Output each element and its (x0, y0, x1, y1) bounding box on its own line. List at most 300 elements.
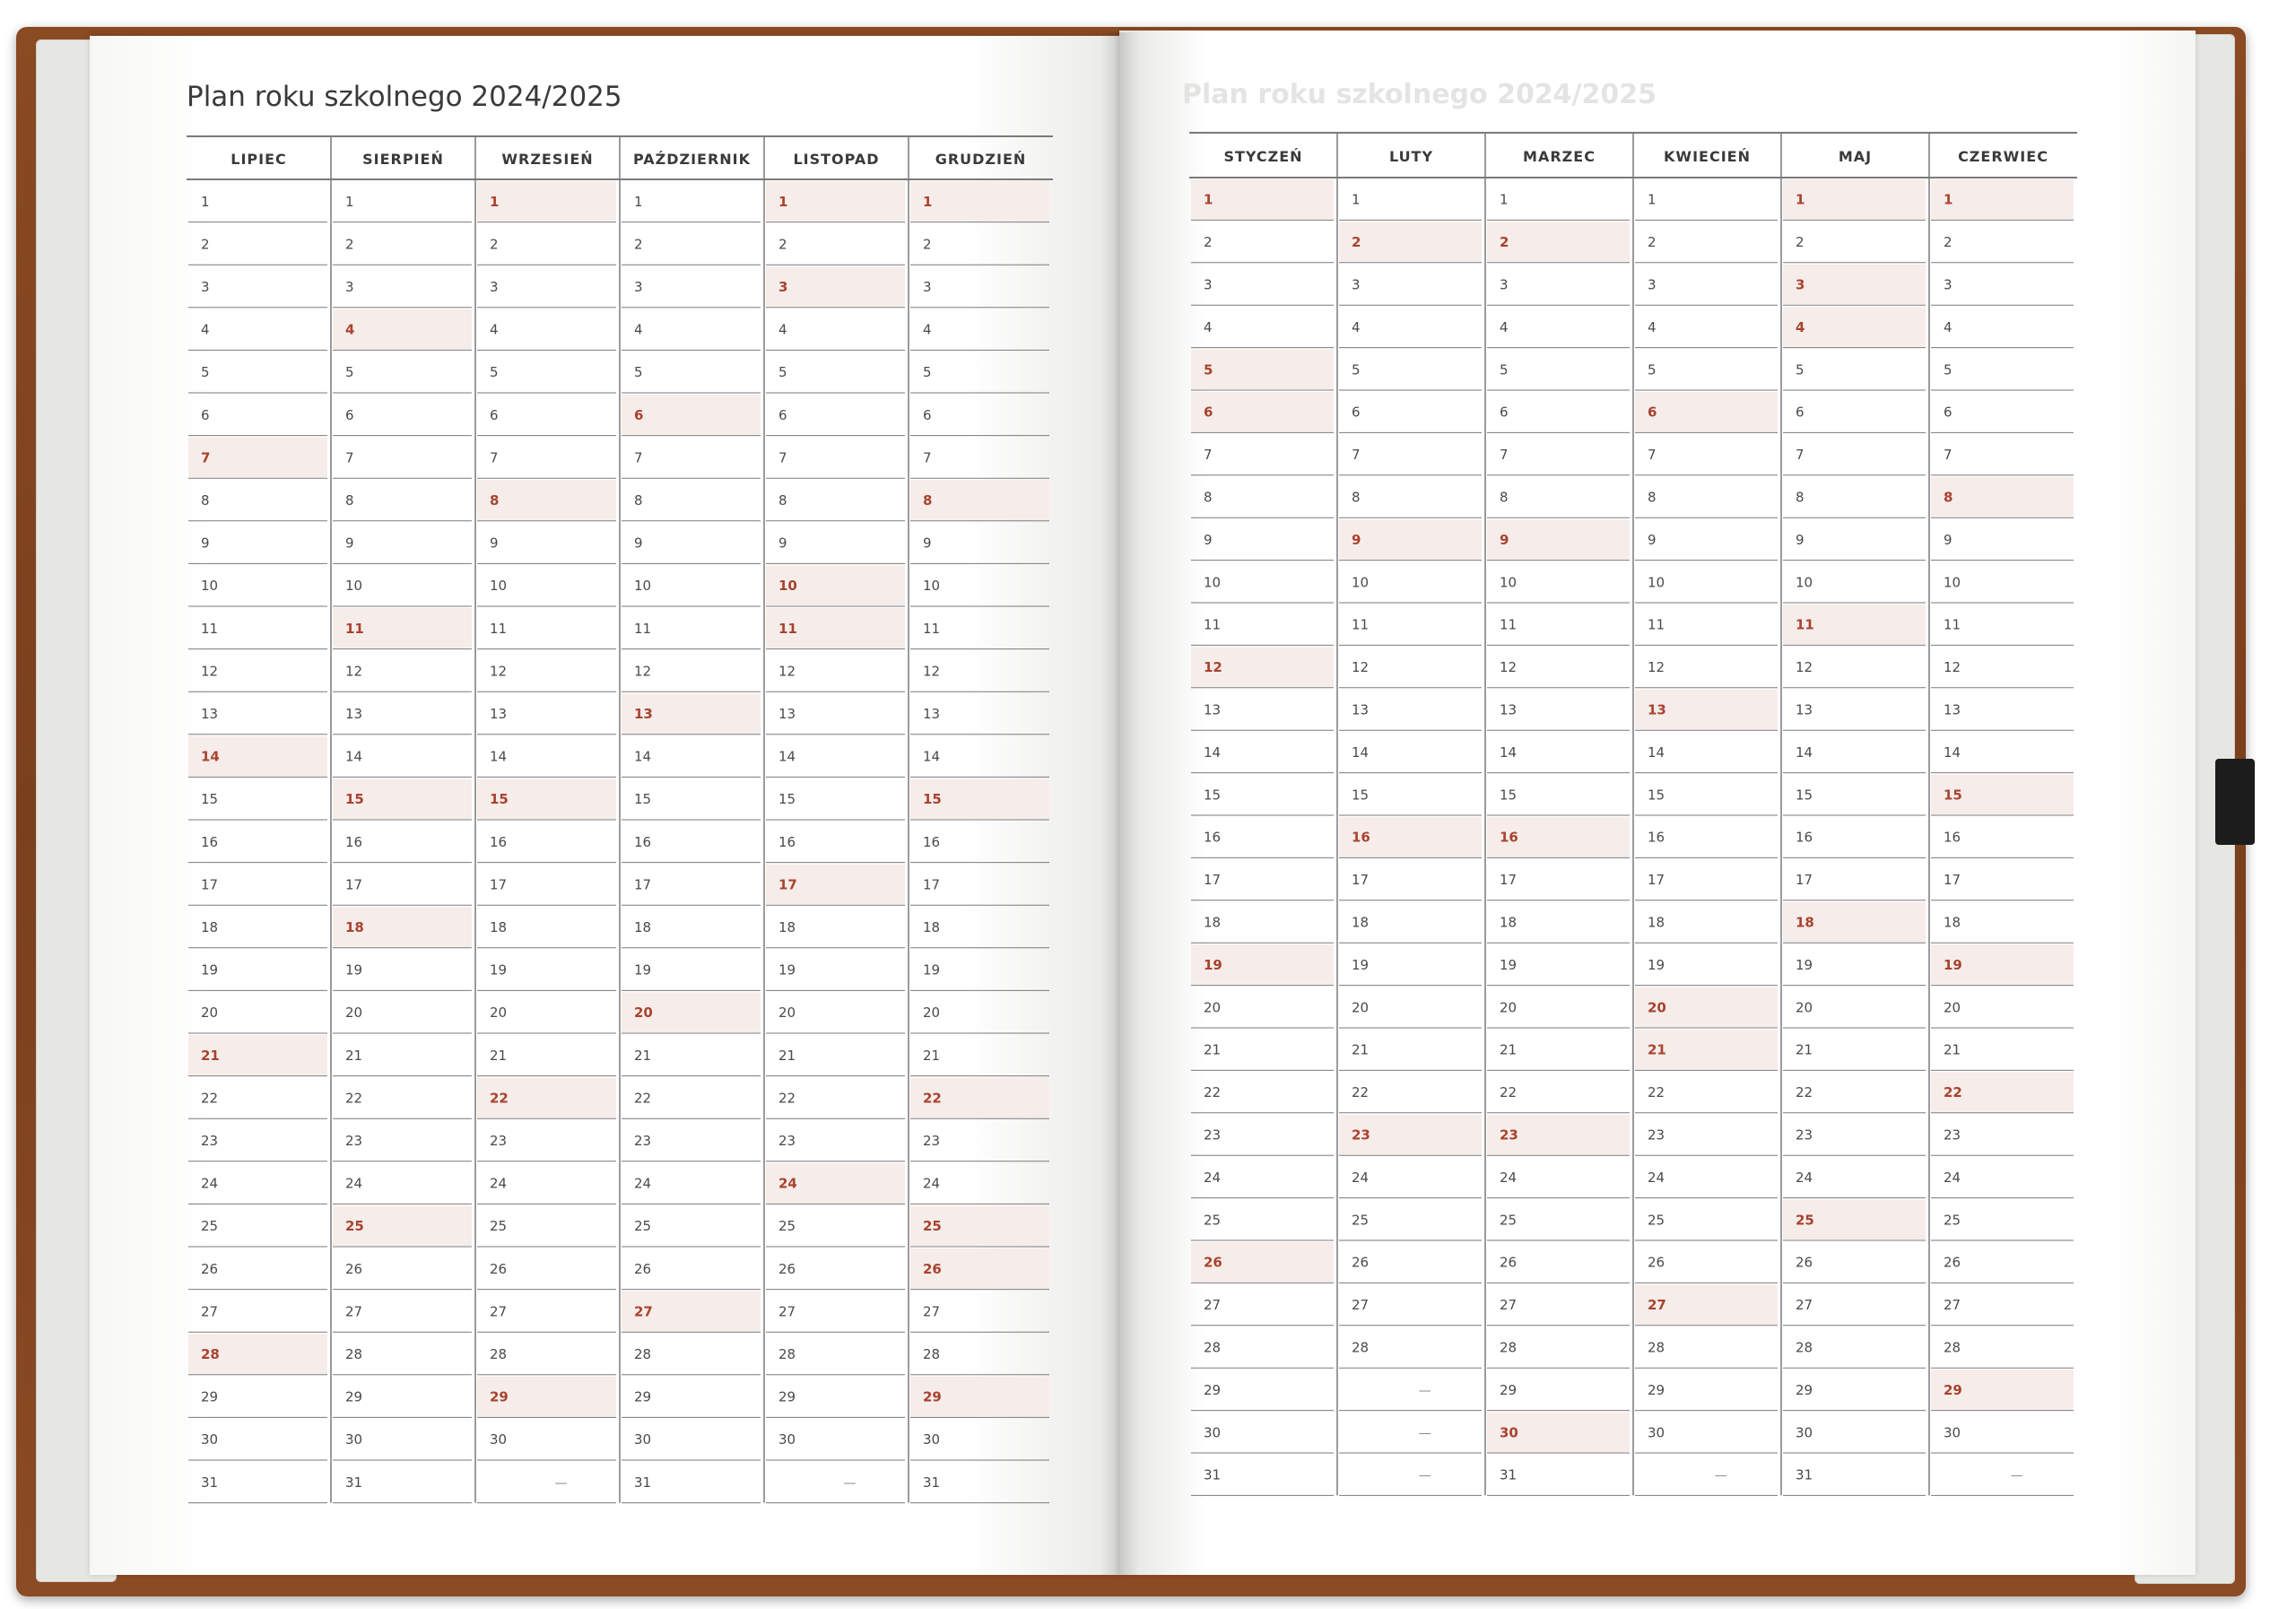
day-number-styczeń-29: 29 (1204, 1381, 1222, 1398)
day-number-czerwiec-17: 17 (1944, 872, 1961, 889)
day-number-czerwiec-24: 24 (1944, 1169, 1961, 1186)
day-number-grudzień-10: 10 (923, 578, 941, 595)
day-number-grudzień-7: 7 (923, 449, 932, 466)
day-number-listopad-6: 6 (778, 406, 787, 423)
day-number-marzec-10: 10 (1500, 574, 1518, 591)
day-number-listopad-8: 8 (778, 492, 787, 509)
day-number-styczeń-7: 7 (1204, 447, 1213, 464)
day-number-kwiecień-18: 18 (1648, 914, 1665, 931)
day-number-maj-16: 16 (1796, 829, 1813, 846)
day-number-grudzień-18: 18 (923, 919, 941, 935)
day-number-kwiecień-15: 15 (1648, 787, 1665, 804)
day-number-maj-15: 15 (1796, 787, 1813, 804)
day-number-lipiec-30: 30 (201, 1431, 219, 1448)
day-number-sierpień-1: 1 (345, 193, 354, 210)
day-number-luty-12: 12 (1352, 659, 1370, 676)
day-number-maj-17: 17 (1796, 872, 1813, 889)
day-number-styczeń-17: 17 (1204, 872, 1222, 889)
day-number-luty-2: 2 (1352, 234, 1361, 251)
day-number-grudzień-5: 5 (923, 364, 932, 381)
day-number-listopad-19: 19 (778, 961, 796, 978)
day-number-październik-26: 26 (634, 1260, 652, 1277)
day-number-kwiecień-7: 7 (1648, 447, 1657, 464)
day-number-lipiec-18: 18 (201, 919, 219, 935)
day-number-październik-23: 23 (634, 1133, 652, 1149)
month-header-czerwiec: CZERWIEC (1958, 148, 2048, 165)
day-number-luty-26: 26 (1352, 1254, 1370, 1271)
day-number-listopad-11: 11 (778, 620, 797, 637)
day-number-sierpień-6: 6 (345, 406, 354, 423)
day-number-lipiec-4: 4 (201, 321, 210, 338)
day-number-lipiec-26: 26 (201, 1260, 219, 1277)
day-number-czerwiec-7: 7 (1944, 447, 1952, 464)
day-number-marzec-9: 9 (1500, 531, 1509, 548)
day-number-październik-29: 29 (634, 1388, 652, 1405)
day-number-marzec-14: 14 (1500, 744, 1518, 761)
day-number-grudzień-19: 19 (923, 961, 941, 978)
day-number-kwiecień-6: 6 (1648, 404, 1657, 421)
day-number-grudzień-8: 8 (923, 492, 933, 509)
day-number-lipiec-2: 2 (201, 236, 210, 253)
day-number-kwiecień-23: 23 (1648, 1126, 1665, 1144)
day-number-czerwiec-26: 26 (1944, 1254, 1961, 1271)
day-number-lipiec-21: 21 (201, 1047, 220, 1064)
day-number-sierpień-22: 22 (345, 1090, 363, 1107)
day-number-lipiec-8: 8 (201, 492, 210, 509)
day-number-listopad-18: 18 (778, 919, 796, 935)
day-number-wrzesień-20: 20 (490, 1005, 508, 1022)
day-number-sierpień-5: 5 (345, 364, 354, 381)
day-number-grudzień-26: 26 (923, 1260, 942, 1277)
day-number-grudzień-1: 1 (923, 193, 933, 210)
day-number-sierpień-2: 2 (345, 236, 354, 253)
day-number-sierpień-19: 19 (345, 961, 363, 978)
day-number-luty-25: 25 (1352, 1212, 1370, 1229)
day-number-maj-14: 14 (1796, 744, 1813, 761)
day-number-lipiec-28: 28 (201, 1346, 220, 1362)
day-number-marzec-21: 21 (1500, 1041, 1518, 1058)
day-number-wrzesień-1: 1 (490, 193, 500, 210)
day-number-czerwiec-10: 10 (1944, 574, 1961, 591)
day-number-październik-31: 31 (634, 1474, 652, 1491)
day-number-luty-27: 27 (1352, 1297, 1370, 1314)
day-number-maj-19: 19 (1796, 956, 1813, 973)
day-number-maj-4: 4 (1796, 318, 1805, 335)
day-number-marzec-27: 27 (1500, 1297, 1518, 1314)
day-number-maj-12: 12 (1796, 659, 1813, 676)
day-number-kwiecień-17: 17 (1648, 872, 1665, 889)
day-number-październik-27: 27 (634, 1303, 653, 1320)
empty-day-mark-wrzesień-31: — (554, 1475, 568, 1491)
day-number-październik-20: 20 (634, 1005, 653, 1022)
day-number-wrzesień-24: 24 (490, 1175, 508, 1192)
day-number-lipiec-27: 27 (201, 1303, 219, 1320)
empty-day-mark-luty-31: — (1418, 1468, 1431, 1483)
calendar-grid-jan-jun (1189, 133, 2104, 1514)
day-number-sierpień-21: 21 (345, 1047, 363, 1064)
day-number-luty-28: 28 (1352, 1339, 1370, 1356)
day-number-lipiec-25: 25 (201, 1218, 219, 1235)
day-number-luty-4: 4 (1352, 318, 1361, 335)
day-number-wrzesień-30: 30 (490, 1431, 508, 1448)
day-number-marzec-18: 18 (1500, 914, 1518, 931)
day-number-kwiecień-4: 4 (1648, 318, 1657, 335)
day-number-wrzesień-3: 3 (490, 279, 499, 295)
day-number-lipiec-12: 12 (201, 663, 219, 680)
day-number-listopad-1: 1 (778, 193, 788, 210)
day-number-grudzień-9: 9 (923, 535, 932, 552)
day-number-maj-25: 25 (1796, 1212, 1814, 1229)
day-number-sierpień-23: 23 (345, 1133, 363, 1149)
day-number-maj-23: 23 (1796, 1126, 1813, 1144)
day-number-lipiec-1: 1 (201, 193, 210, 210)
day-number-maj-9: 9 (1796, 531, 1805, 548)
day-number-luty-3: 3 (1352, 276, 1361, 293)
day-number-kwiecień-24: 24 (1648, 1169, 1665, 1186)
day-number-grudzień-3: 3 (923, 279, 932, 295)
day-number-wrzesień-13: 13 (490, 706, 508, 722)
day-number-styczeń-3: 3 (1204, 276, 1213, 293)
page-title: Plan roku szkolnego 2024/2025 (187, 81, 622, 113)
day-number-kwiecień-29: 29 (1648, 1381, 1665, 1398)
day-number-październik-14: 14 (634, 748, 652, 765)
day-number-sierpień-31: 31 (345, 1474, 363, 1491)
day-number-październik-24: 24 (634, 1175, 652, 1192)
day-number-czerwiec-4: 4 (1944, 318, 1952, 335)
day-number-czerwiec-1: 1 (1944, 191, 1953, 208)
day-number-sierpień-12: 12 (345, 663, 363, 680)
day-number-wrzesień-11: 11 (490, 620, 508, 637)
day-number-sierpień-25: 25 (345, 1218, 364, 1235)
day-number-październik-3: 3 (634, 279, 643, 295)
day-number-luty-21: 21 (1352, 1041, 1370, 1058)
day-number-czerwiec-29: 29 (1944, 1381, 1962, 1398)
day-number-sierpień-24: 24 (345, 1175, 363, 1192)
day-number-kwiecień-2: 2 (1648, 234, 1657, 251)
day-number-sierpień-18: 18 (345, 919, 364, 935)
day-number-marzec-31: 31 (1500, 1466, 1518, 1483)
day-number-czerwiec-2: 2 (1944, 234, 1952, 251)
day-number-kwiecień-11: 11 (1648, 616, 1665, 633)
day-number-marzec-29: 29 (1500, 1381, 1518, 1398)
day-number-lipiec-5: 5 (201, 364, 210, 381)
day-number-październik-25: 25 (634, 1218, 652, 1235)
bookmark-tab[interactable] (2215, 759, 2255, 845)
day-number-maj-1: 1 (1796, 191, 1805, 208)
day-number-listopad-17: 17 (778, 876, 797, 893)
day-number-lipiec-3: 3 (201, 279, 210, 295)
day-number-listopad-9: 9 (778, 535, 787, 552)
day-number-październik-30: 30 (634, 1431, 652, 1448)
day-number-kwiecień-25: 25 (1648, 1212, 1665, 1229)
day-number-kwiecień-5: 5 (1648, 361, 1657, 378)
day-number-październik-5: 5 (634, 364, 643, 381)
day-number-luty-20: 20 (1352, 999, 1370, 1016)
day-number-styczeń-24: 24 (1204, 1169, 1222, 1186)
day-number-grudzień-29: 29 (923, 1388, 942, 1405)
day-number-listopad-20: 20 (778, 1005, 796, 1022)
day-number-listopad-25: 25 (778, 1218, 796, 1235)
day-number-wrzesień-15: 15 (490, 791, 509, 808)
day-number-kwiecień-3: 3 (1648, 276, 1657, 293)
day-number-styczeń-10: 10 (1204, 574, 1222, 591)
day-number-marzec-6: 6 (1500, 404, 1509, 421)
day-number-kwiecień-12: 12 (1648, 659, 1665, 676)
day-number-styczeń-27: 27 (1204, 1297, 1222, 1314)
day-number-wrzesień-6: 6 (490, 406, 499, 423)
day-number-marzec-12: 12 (1500, 659, 1518, 676)
day-number-styczeń-21: 21 (1204, 1041, 1222, 1058)
day-number-maj-5: 5 (1796, 361, 1805, 378)
day-number-kwiecień-26: 26 (1648, 1254, 1665, 1271)
day-number-luty-16: 16 (1352, 829, 1370, 846)
day-number-październik-4: 4 (634, 321, 643, 338)
day-number-luty-23: 23 (1352, 1126, 1370, 1144)
empty-day-mark-kwiecień-31: — (1714, 1468, 1727, 1483)
day-number-luty-8: 8 (1352, 489, 1361, 506)
day-number-lipiec-23: 23 (201, 1133, 219, 1149)
day-number-kwiecień-21: 21 (1648, 1041, 1666, 1058)
day-number-styczeń-25: 25 (1204, 1212, 1222, 1229)
day-number-grudzień-4: 4 (923, 321, 932, 338)
day-number-styczeń-4: 4 (1204, 318, 1213, 335)
day-number-sierpień-20: 20 (345, 1005, 363, 1022)
day-number-styczeń-9: 9 (1204, 531, 1213, 548)
day-number-październik-21: 21 (634, 1047, 652, 1064)
day-number-lipiec-29: 29 (201, 1388, 219, 1405)
day-number-styczeń-30: 30 (1204, 1424, 1222, 1441)
day-number-październik-17: 17 (634, 876, 652, 893)
day-number-sierpień-10: 10 (345, 578, 363, 595)
day-number-maj-24: 24 (1796, 1169, 1813, 1186)
day-number-maj-10: 10 (1796, 574, 1813, 591)
day-number-październik-22: 22 (634, 1090, 652, 1107)
day-number-listopad-22: 22 (778, 1090, 796, 1107)
day-number-listopad-16: 16 (778, 833, 796, 850)
day-number-maj-31: 31 (1796, 1466, 1813, 1483)
day-number-marzec-22: 22 (1500, 1084, 1518, 1101)
day-number-maj-29: 29 (1796, 1381, 1813, 1398)
day-number-maj-13: 13 (1796, 701, 1813, 718)
day-number-czerwiec-19: 19 (1944, 956, 1962, 973)
day-number-listopad-4: 4 (778, 321, 787, 338)
month-header-grudzień: GRUDZIEŃ (935, 151, 1027, 168)
day-number-marzec-5: 5 (1500, 361, 1509, 378)
day-number-październik-18: 18 (634, 919, 652, 935)
day-number-czerwiec-12: 12 (1944, 659, 1961, 676)
day-number-wrzesień-17: 17 (490, 876, 508, 893)
month-header-listopad: LISTOPAD (793, 151, 880, 168)
day-number-grudzień-17: 17 (923, 876, 941, 893)
day-number-sierpień-7: 7 (345, 449, 354, 466)
day-number-sierpień-15: 15 (345, 791, 364, 808)
day-number-czerwiec-5: 5 (1944, 361, 1952, 378)
day-number-maj-27: 27 (1796, 1297, 1813, 1314)
day-number-styczeń-19: 19 (1204, 956, 1222, 973)
day-number-październik-1: 1 (634, 193, 643, 210)
empty-day-mark-czerwiec-31: — (2010, 1468, 2023, 1483)
day-number-lipiec-22: 22 (201, 1090, 219, 1107)
day-number-lipiec-6: 6 (201, 406, 210, 423)
day-number-luty-24: 24 (1352, 1169, 1370, 1186)
day-number-październik-10: 10 (634, 578, 652, 595)
day-number-kwiecień-27: 27 (1648, 1297, 1666, 1314)
day-number-marzec-3: 3 (1500, 276, 1509, 293)
day-number-marzec-20: 20 (1500, 999, 1518, 1016)
day-number-styczeń-15: 15 (1204, 787, 1222, 804)
day-number-marzec-1: 1 (1500, 191, 1509, 208)
day-number-czerwiec-14: 14 (1944, 744, 1961, 761)
day-number-luty-6: 6 (1352, 404, 1361, 421)
day-number-styczeń-13: 13 (1204, 701, 1222, 718)
day-number-maj-26: 26 (1796, 1254, 1813, 1271)
day-number-grudzień-15: 15 (923, 791, 942, 808)
day-number-grudzień-21: 21 (923, 1047, 941, 1064)
day-number-marzec-26: 26 (1500, 1254, 1518, 1271)
day-number-styczeń-1: 1 (1204, 191, 1213, 208)
day-number-wrzesień-12: 12 (490, 663, 508, 680)
day-number-lipiec-19: 19 (201, 961, 219, 978)
month-header-kwiecień: KWIECIEŃ (1664, 148, 1751, 165)
day-number-marzec-15: 15 (1500, 787, 1518, 804)
day-number-czerwiec-3: 3 (1944, 276, 1952, 293)
day-number-styczeń-8: 8 (1204, 489, 1213, 506)
day-number-wrzesień-28: 28 (490, 1346, 508, 1362)
day-number-kwiecień-19: 19 (1648, 956, 1665, 973)
day-number-maj-28: 28 (1796, 1339, 1813, 1356)
empty-day-mark-listopad-31: — (843, 1475, 857, 1491)
day-number-styczeń-2: 2 (1204, 234, 1213, 251)
day-number-listopad-23: 23 (778, 1133, 796, 1149)
day-number-luty-11: 11 (1352, 616, 1370, 633)
day-number-czerwiec-16: 16 (1944, 829, 1961, 846)
day-number-grudzień-12: 12 (923, 663, 941, 680)
day-number-sierpień-29: 29 (345, 1388, 363, 1405)
day-number-luty-15: 15 (1352, 787, 1370, 804)
day-number-listopad-15: 15 (778, 791, 796, 808)
day-number-czerwiec-8: 8 (1944, 489, 1953, 506)
day-number-lipiec-24: 24 (201, 1175, 219, 1192)
calendar-grid-jul-dec (187, 136, 1065, 1518)
day-number-październik-19: 19 (634, 961, 652, 978)
day-number-wrzesień-10: 10 (490, 578, 508, 595)
day-number-grudzień-14: 14 (923, 748, 941, 765)
day-number-październik-16: 16 (634, 833, 652, 850)
day-number-lipiec-17: 17 (201, 876, 219, 893)
day-number-grudzień-22: 22 (923, 1090, 942, 1107)
day-number-luty-17: 17 (1352, 872, 1370, 889)
day-number-sierpień-27: 27 (345, 1303, 363, 1320)
day-number-styczeń-5: 5 (1204, 361, 1213, 378)
day-number-sierpień-11: 11 (345, 620, 364, 637)
month-header-luty: LUTY (1388, 148, 1434, 165)
day-number-grudzień-27: 27 (923, 1303, 941, 1320)
day-number-luty-9: 9 (1352, 531, 1361, 548)
day-number-styczeń-14: 14 (1204, 744, 1222, 761)
day-number-kwiecień-1: 1 (1648, 191, 1657, 208)
day-number-czerwiec-21: 21 (1944, 1041, 1961, 1058)
day-number-maj-6: 6 (1796, 404, 1805, 421)
day-number-październik-28: 28 (634, 1346, 652, 1362)
day-number-luty-5: 5 (1352, 361, 1361, 378)
day-number-czerwiec-13: 13 (1944, 701, 1961, 718)
day-number-marzec-8: 8 (1500, 489, 1509, 506)
day-number-wrzesień-5: 5 (490, 364, 499, 381)
day-number-marzec-16: 16 (1500, 829, 1518, 846)
day-number-maj-8: 8 (1796, 489, 1805, 506)
month-header-maj: MAJ (1838, 148, 1873, 165)
day-number-marzec-28: 28 (1500, 1339, 1518, 1356)
day-number-wrzesień-27: 27 (490, 1303, 508, 1320)
day-number-październik-13: 13 (634, 706, 653, 722)
day-number-styczeń-23: 23 (1204, 1126, 1222, 1144)
day-number-kwiecień-20: 20 (1648, 999, 1666, 1016)
day-number-styczeń-12: 12 (1204, 659, 1222, 676)
day-number-sierpień-14: 14 (345, 748, 363, 765)
day-number-grudzień-30: 30 (923, 1431, 941, 1448)
day-number-lipiec-11: 11 (201, 620, 219, 637)
day-number-styczeń-22: 22 (1204, 1084, 1222, 1101)
day-number-kwiecień-13: 13 (1648, 701, 1666, 718)
day-number-wrzesień-8: 8 (490, 492, 500, 509)
day-number-maj-2: 2 (1796, 234, 1805, 251)
day-number-wrzesień-7: 7 (490, 449, 499, 466)
day-number-listopad-2: 2 (778, 236, 787, 253)
day-number-czerwiec-30: 30 (1944, 1424, 1961, 1441)
day-number-sierpień-13: 13 (345, 706, 363, 722)
day-number-styczeń-18: 18 (1204, 914, 1222, 931)
day-number-wrzesień-25: 25 (490, 1218, 508, 1235)
day-number-kwiecień-22: 22 (1648, 1084, 1665, 1101)
day-number-czerwiec-20: 20 (1944, 999, 1961, 1016)
day-number-maj-3: 3 (1796, 276, 1805, 293)
day-number-wrzesień-14: 14 (490, 748, 508, 765)
day-number-marzec-17: 17 (1500, 872, 1518, 889)
day-number-styczeń-11: 11 (1204, 616, 1222, 633)
day-number-czerwiec-11: 11 (1944, 616, 1961, 633)
day-number-maj-30: 30 (1796, 1424, 1813, 1441)
day-number-luty-19: 19 (1352, 956, 1370, 973)
day-number-sierpień-4: 4 (345, 321, 355, 338)
day-number-wrzesień-9: 9 (490, 535, 499, 552)
day-number-lipiec-15: 15 (201, 791, 219, 808)
day-number-grudzień-23: 23 (923, 1133, 941, 1149)
day-number-listopad-5: 5 (778, 364, 787, 381)
day-number-maj-22: 22 (1796, 1084, 1813, 1101)
day-number-wrzesień-16: 16 (490, 833, 508, 850)
day-number-listopad-29: 29 (778, 1388, 796, 1405)
day-number-maj-21: 21 (1796, 1041, 1813, 1058)
empty-day-mark-luty-29: — (1418, 1383, 1431, 1398)
day-number-lipiec-10: 10 (201, 578, 219, 595)
show-through-text: Plan roku szkolnego 2024/2025 (1182, 79, 1657, 110)
day-number-lipiec-9: 9 (201, 535, 210, 552)
day-number-marzec-13: 13 (1500, 701, 1518, 718)
day-number-kwiecień-9: 9 (1648, 531, 1657, 548)
day-number-marzec-30: 30 (1500, 1424, 1518, 1441)
day-number-luty-7: 7 (1352, 447, 1361, 464)
day-number-wrzesień-26: 26 (490, 1260, 508, 1277)
day-number-lipiec-14: 14 (201, 748, 220, 765)
day-number-luty-22: 22 (1352, 1084, 1370, 1101)
day-number-grudzień-2: 2 (923, 236, 932, 253)
day-number-czerwiec-28: 28 (1944, 1339, 1961, 1356)
day-number-marzec-11: 11 (1500, 616, 1518, 633)
day-number-lipiec-16: 16 (201, 833, 219, 850)
day-number-grudzień-28: 28 (923, 1346, 941, 1362)
day-number-grudzień-13: 13 (923, 706, 941, 722)
day-number-grudzień-11: 11 (923, 620, 941, 637)
